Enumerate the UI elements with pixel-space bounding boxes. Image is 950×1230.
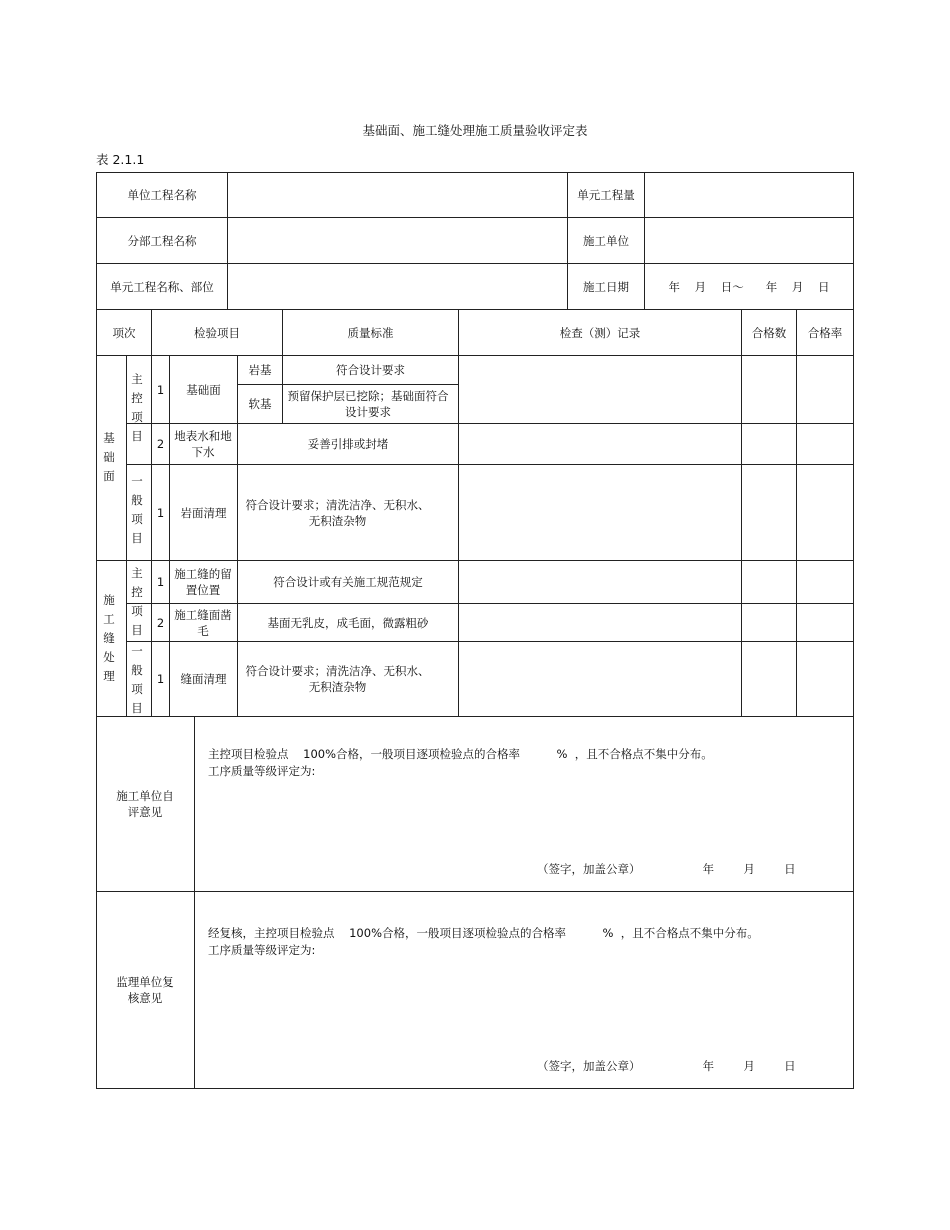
row1a-sub: 岩基 (248, 363, 272, 377)
contractor-label: 施工单位 (583, 233, 629, 248)
row5-standard: 基面无乳皮，成毛面，微露粗砂 (267, 615, 429, 630)
row4-no: 1 (156, 575, 165, 589)
row6-item: 缝面清理 (180, 672, 227, 686)
division-project-label: 分部工程名称 (127, 233, 197, 248)
row1b-standard: 预留保护层已挖除；基础面符合设计要求 (287, 389, 449, 419)
col-quality-standard: 质量标准 (347, 325, 394, 340)
row3-standard: 符合设计要求；清洗洁净、无积水、无积渣杂物 (245, 497, 430, 528)
self-eval-text1: 主控项目检验点 100%合格，一般项目逐项检验点的合格率 % ，且不合格点不集中分布。 (208, 747, 713, 761)
row4-item: 施工缝的留置位置 (174, 567, 232, 597)
row6-no: 1 (156, 672, 165, 686)
row1b-sub: 软基 (248, 397, 272, 411)
row3-item: 岩面清理 (180, 505, 227, 520)
date-label: 施工日期 (583, 279, 629, 294)
supervisor-eval-sign: （签字，加盖公章） 年 月 日 (537, 1059, 796, 1073)
date-value: 年 月 日～ 年 月 日 (668, 279, 830, 294)
row3-no: 1 (156, 505, 165, 520)
col-qualified-count: 合格数 (751, 325, 787, 340)
col-item-no: 项次 (112, 325, 136, 340)
form-title: 基础面、施工缝处理施工质量验收评定表 (362, 123, 588, 138)
row2-no: 2 (156, 437, 165, 451)
table-number: 表 2.1.1 (96, 152, 145, 167)
row5-no: 2 (156, 615, 165, 630)
supervisor-eval-text1: 经复核，主控项目检验点 100%合格，一般项目逐项检验点的合格率 % ，且不合格点不集中分布。 (208, 926, 759, 940)
section-joint: 施工缝处理 (103, 593, 115, 683)
foundation-general: 一般项目 (131, 474, 143, 545)
col-inspection-item: 检验项目 (194, 325, 240, 340)
row6-standard: 符合设计要求；清洗洁净、无积水、无积渣杂物 (245, 664, 430, 694)
row2-item: 地表水和地下水 (174, 429, 232, 459)
row1-no: 1 (156, 382, 165, 397)
section-foundation: 基础面 (103, 431, 115, 483)
row2-standard: 妥善引排或封堵 (307, 437, 389, 451)
supervisor-eval-text2: 工序质量等级评定为: (208, 943, 316, 957)
unit-project-label: 单位工程名称 (127, 188, 197, 202)
supervisor-eval-label: 监理单位复核意见 (116, 975, 174, 1005)
joint-general: 一般项目 (131, 644, 143, 715)
self-eval-text2: 工序质量等级评定为: (208, 764, 316, 778)
row5-item: 施工缝面凿毛 (174, 607, 232, 638)
self-eval-sign: （签字，加盖公章） 年 月 日 (537, 862, 796, 876)
row1-item: 基础面 (186, 382, 221, 397)
col-qualified-rate: 合格率 (807, 325, 843, 340)
col-inspection-record: 检查（测）记录 (559, 325, 641, 340)
row4-standard: 符合设计或有关施工规范规定 (273, 575, 423, 589)
unit-quantity-label: 单元工程量 (577, 188, 635, 202)
joint-main-control: 主控项目 (131, 566, 143, 637)
row1a-standard: 符合设计要求 (336, 363, 405, 377)
foundation-main-control: 主控项目 (131, 372, 143, 443)
self-eval-label: 施工单位自评意见 (116, 789, 174, 819)
element-name-label: 单元工程名称、部位 (110, 279, 214, 294)
